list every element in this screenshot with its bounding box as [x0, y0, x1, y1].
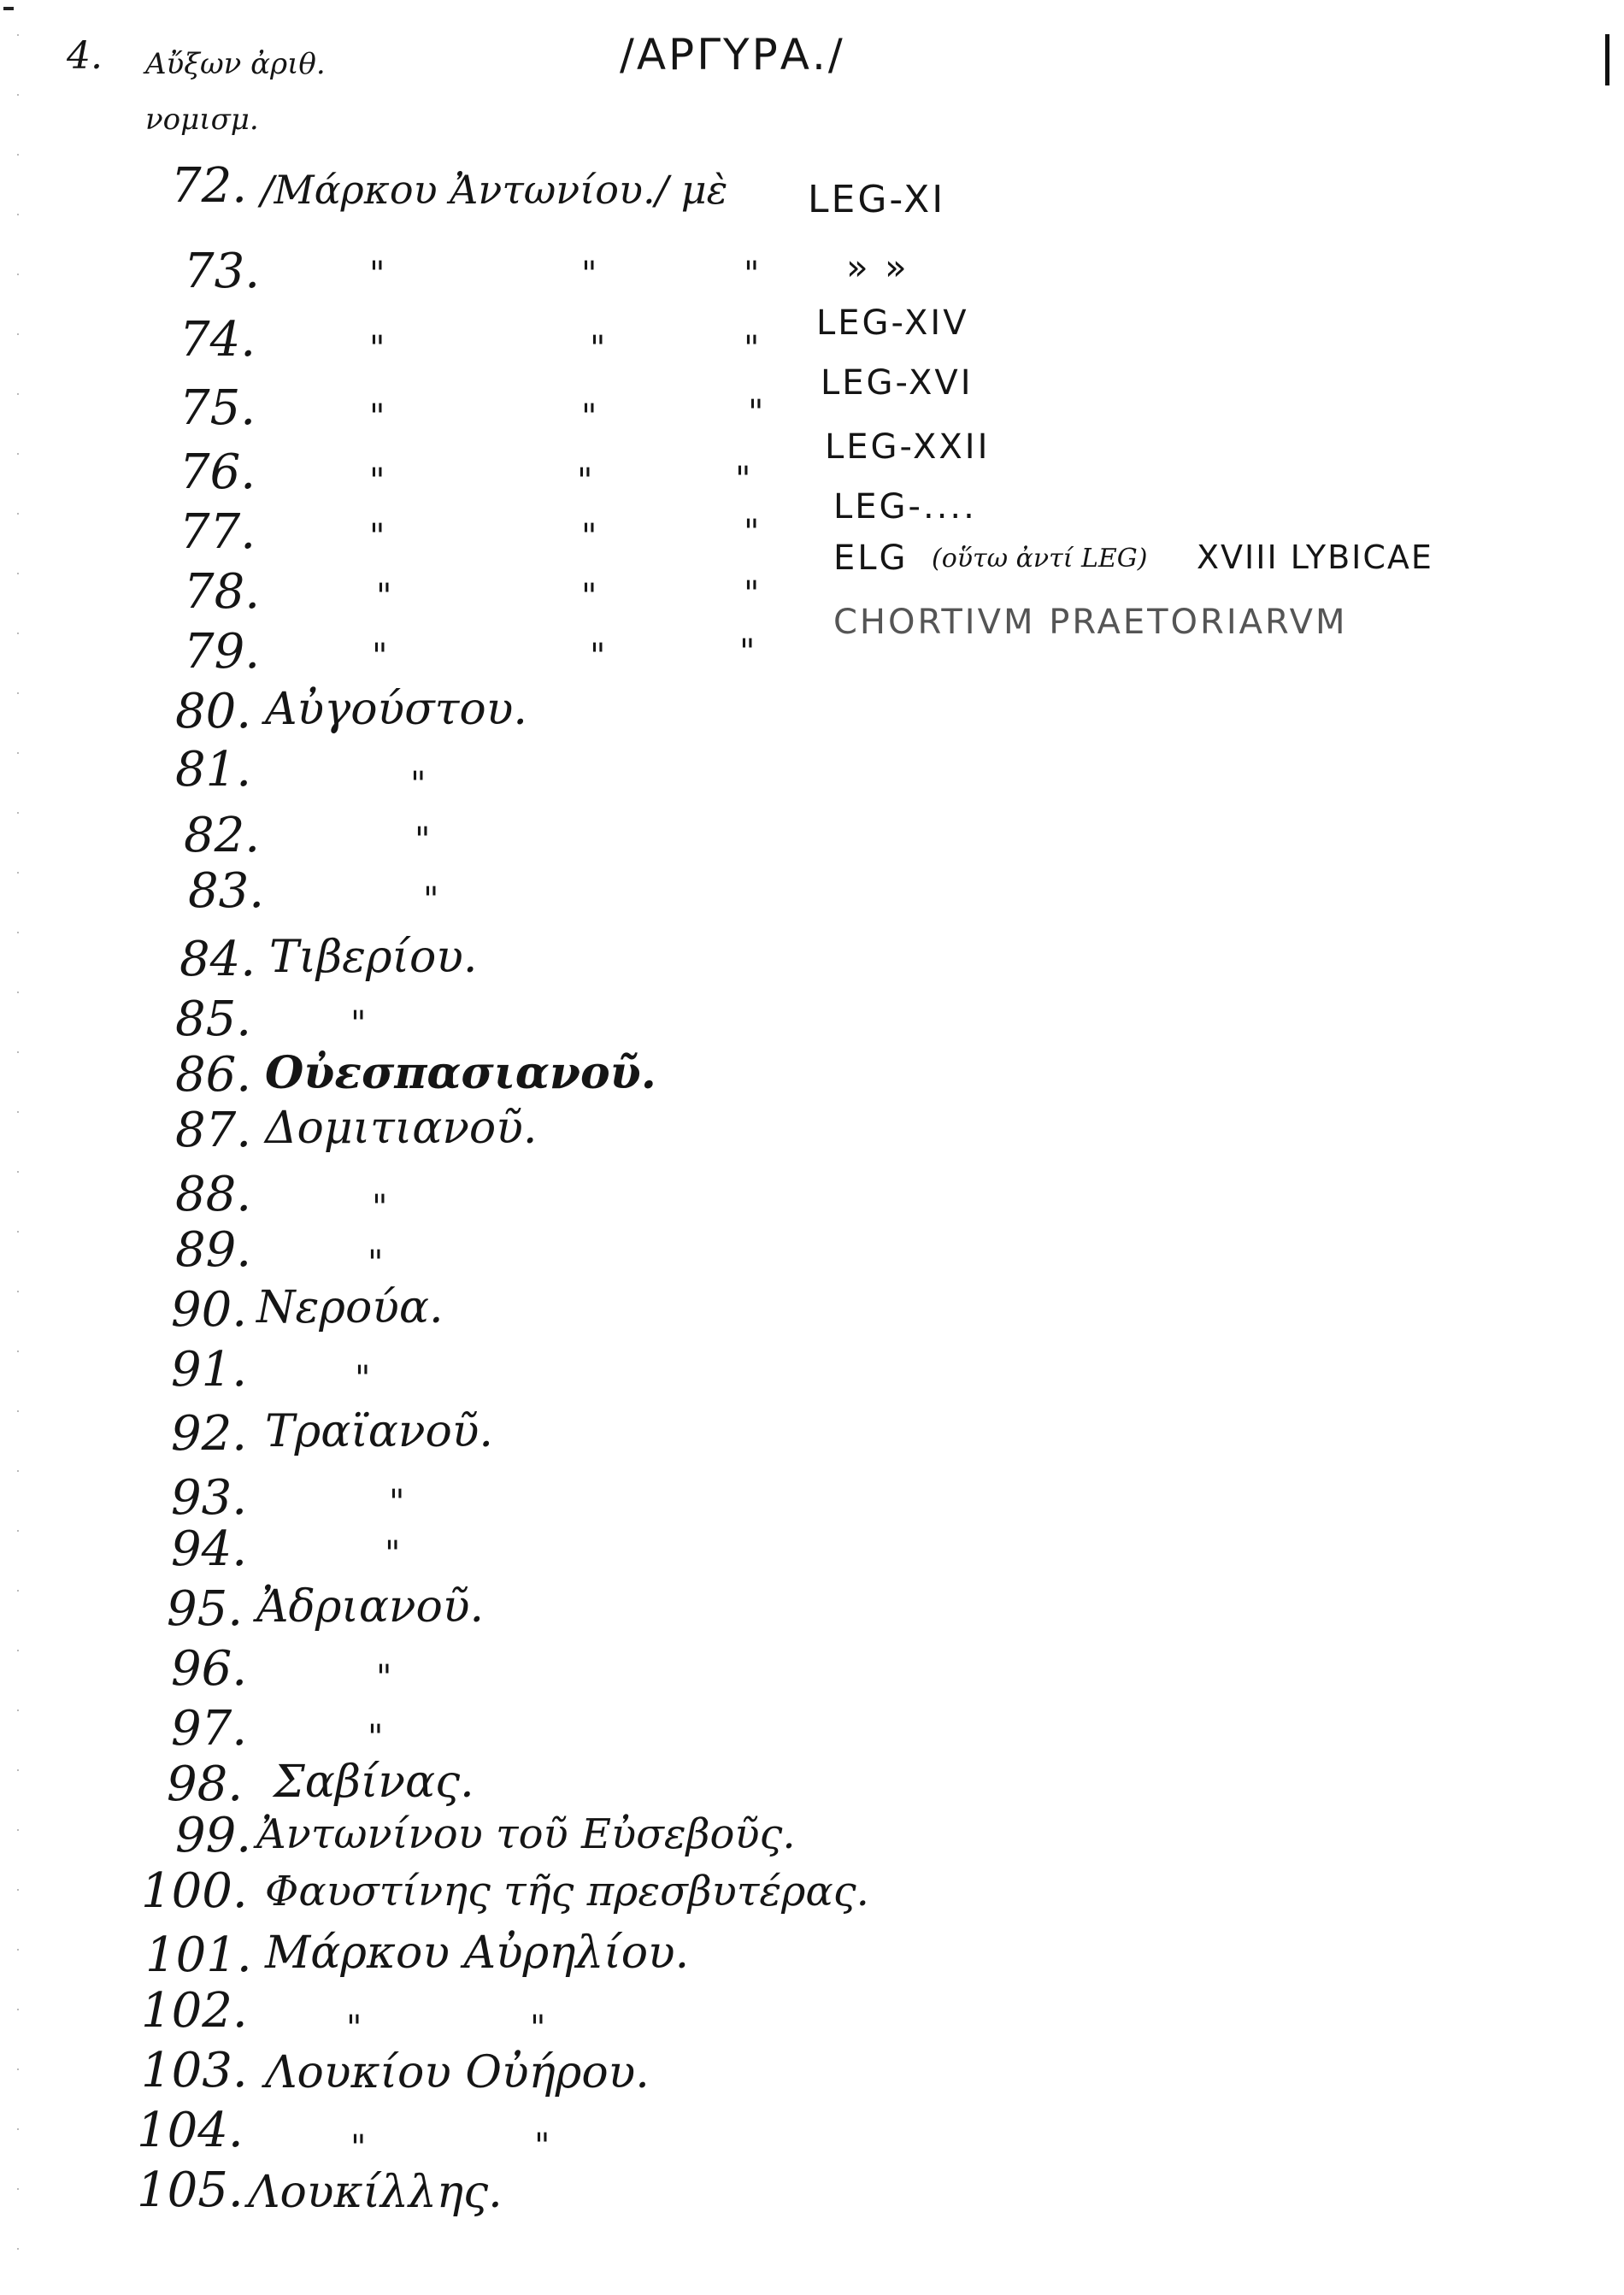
- ditto-mark: ": [369, 517, 385, 556]
- ditto-mark: ": [590, 329, 606, 368]
- margin-bar: [1605, 34, 1609, 85]
- entry-number: 102.: [141, 1983, 248, 2039]
- binding-dots: [17, 34, 19, 2257]
- entry-number: 104.: [137, 2103, 244, 2158]
- ditto-mark: ": [369, 462, 385, 501]
- corner-mark: [3, 7, 14, 10]
- ditto-mark: ": [389, 1483, 405, 1522]
- entry-number: 101.: [145, 1927, 252, 1983]
- ditto-mark: ": [368, 1718, 384, 1757]
- ditto-mark: ": [355, 1359, 371, 1398]
- entry-number: 93.: [171, 1470, 248, 1526]
- ditto-mark: ": [735, 460, 751, 499]
- entry-number: 78.: [184, 564, 261, 620]
- entry-number: 76.: [179, 444, 256, 500]
- ditto-mark: ": [581, 397, 597, 437]
- ditto-mark: ": [376, 1658, 392, 1698]
- ditto-mark: ": [581, 577, 597, 616]
- ditto-mark: ": [744, 329, 760, 368]
- page-title: /ΑΡΓΥΡΑ./: [620, 30, 845, 79]
- entry-number: 103.: [141, 2043, 248, 2098]
- entry-number: 105.: [137, 2163, 244, 2218]
- coin-legend: » »: [846, 246, 909, 288]
- entry-number: 75.: [179, 380, 256, 436]
- entry-number: 86.: [175, 1047, 252, 1103]
- entry-number: 83.: [188, 863, 265, 919]
- ditto-mark: ": [577, 462, 593, 501]
- ditto-mark: ": [739, 633, 756, 672]
- ditto-mark: ": [744, 255, 760, 294]
- entry-number: 74.: [179, 312, 256, 368]
- entry-number: 92.: [171, 1406, 248, 1462]
- column-label-serial: Αὔξων ἀριθ.: [145, 47, 326, 81]
- ditto-mark: ": [530, 2009, 546, 2048]
- ditto-mark: ": [744, 513, 760, 552]
- legend-note: (οὕτω ἀντί LEG): [932, 544, 1148, 574]
- ditto-mark: ": [590, 637, 606, 676]
- ditto-mark: ": [410, 765, 427, 804]
- entry-number: 90.: [171, 1282, 248, 1338]
- entry-name: Σαβίνας.: [274, 1757, 474, 1808]
- ditto-mark: ": [369, 329, 385, 368]
- entry-number: 94.: [171, 1521, 248, 1577]
- entry-name: Ἀντωνίνου τοῦ Εὐσεβοῦς.: [256, 1810, 796, 1858]
- coin-legend: LEG-XXII: [825, 427, 991, 467]
- entry-name: Οὐεσπασιανοῦ.: [265, 1047, 656, 1099]
- entry-number: 79.: [184, 624, 261, 680]
- entry-name: Ἀδριανοῦ.: [256, 1581, 484, 1633]
- entry-number: 73.: [184, 244, 261, 299]
- entry-number: 85.: [175, 992, 252, 1047]
- ditto-mark: ": [581, 255, 597, 294]
- entry-number: 84.: [179, 932, 256, 987]
- coin-legend: LEG-....: [833, 487, 977, 527]
- ditto-mark: ": [350, 1004, 367, 1044]
- ditto-mark: ": [415, 821, 431, 860]
- entry-number: 99.: [175, 1808, 252, 1863]
- entry-number: 82.: [184, 808, 261, 863]
- column-label-coin: νομισμ.: [145, 103, 259, 137]
- entry-number: 80.: [175, 684, 252, 739]
- ditto-mark: ": [385, 1534, 401, 1574]
- ditto-mark: ": [350, 2128, 367, 2168]
- ditto-mark: ": [372, 637, 388, 676]
- page-number: 4.: [67, 34, 103, 78]
- entry-number: 97.: [171, 1701, 248, 1757]
- entry-number: 91.: [171, 1342, 248, 1398]
- entry-number: 100.: [141, 1863, 248, 1919]
- coin-legend: ELG: [833, 538, 909, 578]
- entry-name: Λουκίλλης.: [248, 2167, 503, 2218]
- entry-number: 88.: [175, 1167, 252, 1222]
- entry-name: /Μάρκου Ἀντωνίου./ μὲ: [261, 167, 728, 213]
- entry-number: 95.: [167, 1581, 244, 1637]
- entry-number: 89.: [175, 1222, 252, 1278]
- entry-name: Τραϊανοῦ.: [265, 1406, 493, 1457]
- ditto-mark: ": [346, 2009, 362, 2048]
- coin-legend: LEG-XIV: [816, 303, 969, 343]
- coin-legend: CHORTIVM PRAETORIARVM: [833, 603, 1348, 642]
- entry-name: Λουκίου Οὐήρου.: [265, 2047, 650, 2098]
- entry-name: Μάρκου Αὐρηλίου.: [265, 1927, 690, 1979]
- ditto-mark: ": [534, 2127, 550, 2166]
- ditto-mark: ": [581, 517, 597, 556]
- entry-number: 72.: [171, 158, 248, 214]
- entry-name: Τιβερίου.: [269, 932, 478, 983]
- entry-number: 81.: [175, 742, 252, 797]
- coin-legend: XVIII LYBICAE: [1197, 538, 1433, 576]
- coin-legend: LEG-XVI: [821, 363, 974, 403]
- ditto-mark: ": [748, 393, 764, 433]
- entry-number: 98.: [167, 1757, 244, 1812]
- entry-name: Φαυστίνης τῆς πρεσβυτέρας.: [265, 1868, 869, 1915]
- ditto-mark: ": [369, 255, 385, 294]
- ditto-mark: ": [744, 574, 760, 614]
- entry-name: Αὐγούστου.: [265, 684, 527, 735]
- entry-number: 77.: [179, 504, 256, 560]
- ditto-mark: ": [372, 1188, 388, 1227]
- entry-number: 87.: [175, 1103, 252, 1158]
- ditto-mark: ": [368, 1244, 384, 1283]
- ditto-mark: ": [423, 880, 439, 920]
- coin-legend: LEG-XI: [808, 178, 946, 221]
- ditto-mark: ": [369, 397, 385, 437]
- ditto-mark: ": [376, 577, 392, 616]
- entry-name: Νερούα.: [256, 1282, 444, 1333]
- entry-number: 96.: [171, 1641, 248, 1697]
- entry-name: Δομιτιανοῦ.: [265, 1103, 538, 1154]
